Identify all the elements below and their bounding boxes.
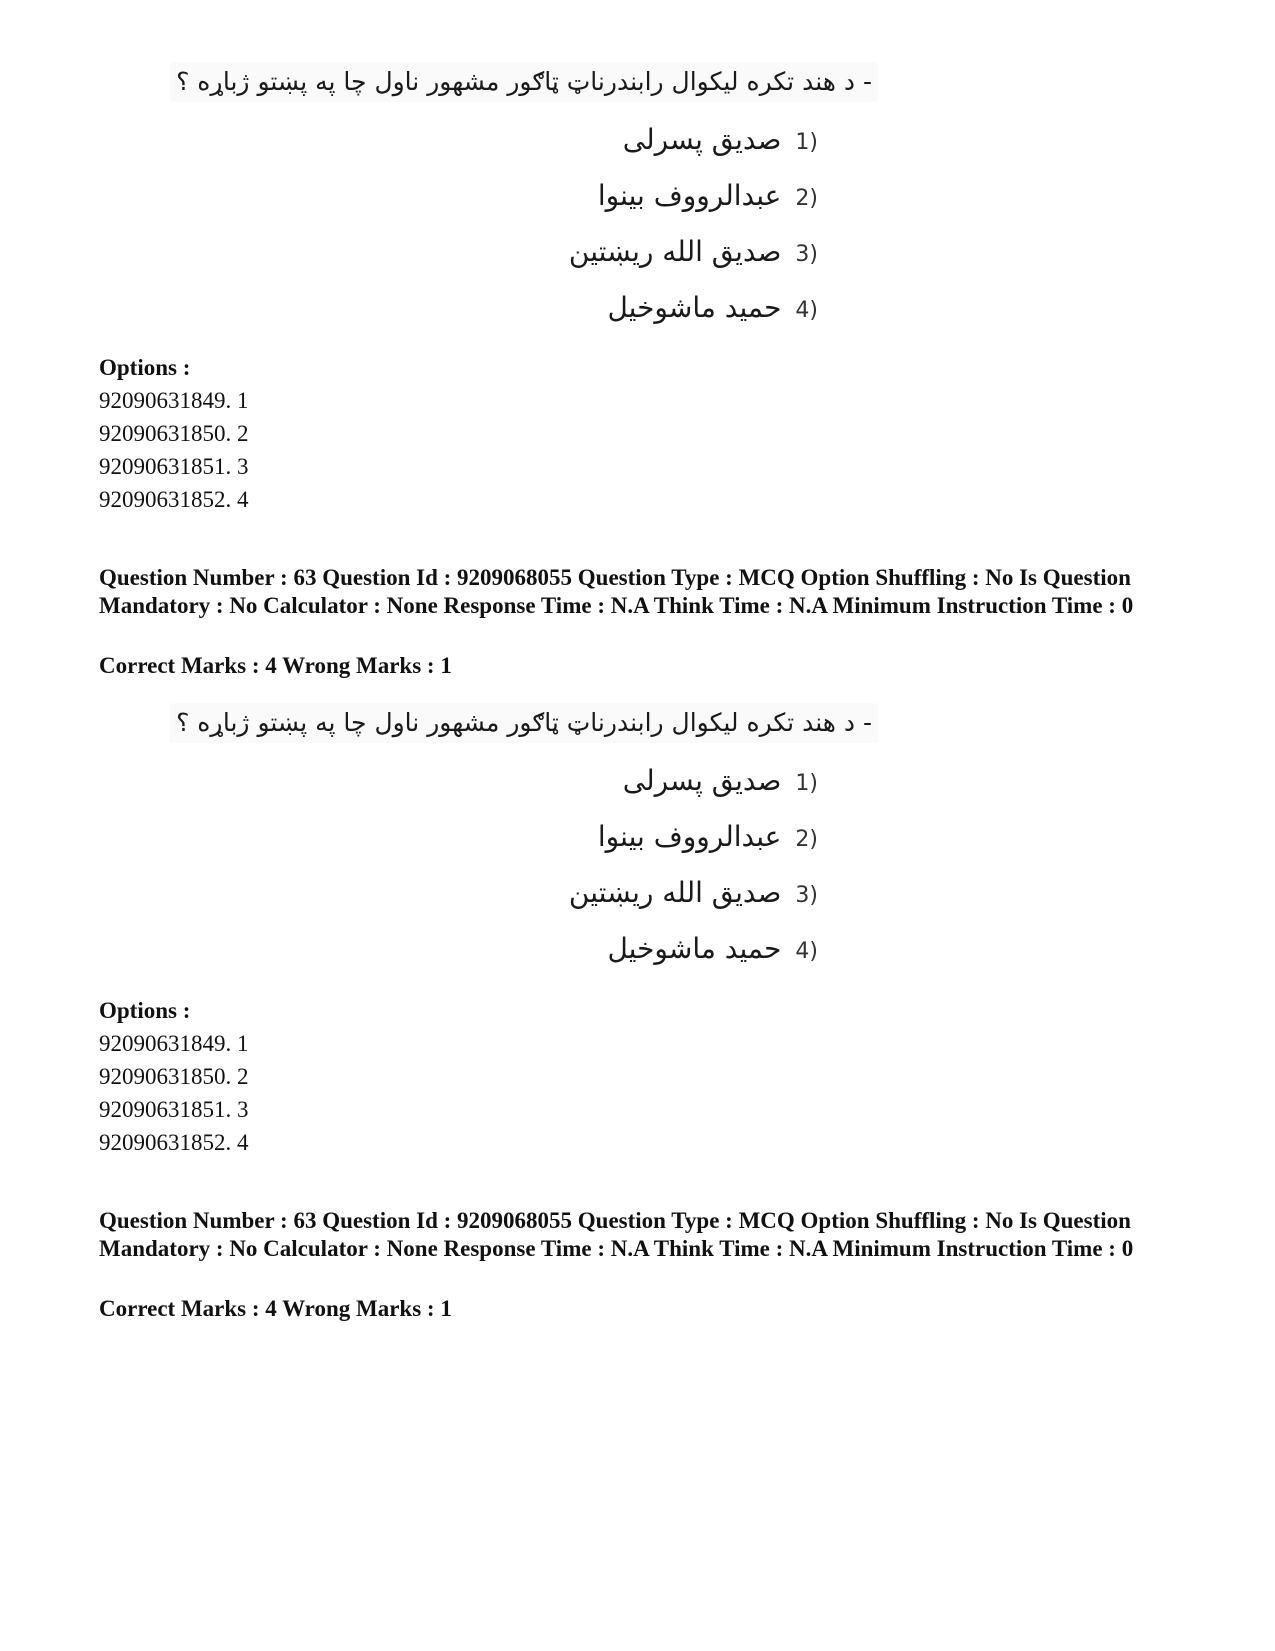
choice-text: صدیق الله ریښتین [568, 235, 782, 268]
choice-item [569, 230, 818, 274]
choice-number: (1 [795, 771, 818, 796]
option-id-line: 92090631852. 4 [99, 1130, 249, 1155]
choice-text: صدیق پسرلی [622, 764, 782, 797]
choice-number: (3 [795, 242, 818, 267]
question-image [118, 62, 878, 362]
choice-text: حمید ماشوخیل [607, 932, 782, 965]
question-metadata: Question Number : 63 Question Id : 9209068055 Question Type : MCQ Option Shuffling : No Is Question Mandatory : No Calculator : None Response Time : N.A Think Time : N.A Minimum Instruction Time : 0 [99, 1208, 1134, 1261]
question-image [118, 703, 878, 1003]
option-id-line: 92090631851. 3 [99, 1097, 249, 1122]
choice-item [598, 815, 818, 859]
choice-text: عبدالرووف بینوا [597, 820, 782, 853]
choice-number: (2 [795, 186, 818, 211]
question-prefix: - [862, 708, 872, 737]
question-text-line [170, 703, 878, 743]
option-id-line: 92090631850. 2 [99, 1064, 249, 1089]
question-text: د هند تکره لیکوال رابندرناټ ټاګور مشهور ناول چا په پښتو ژباړه ؟ [176, 67, 856, 96]
choice-number: (2 [795, 827, 818, 852]
question-text: د هند تکره لیکوال رابندرناټ ټاګور مشهور ناول چا په پښتو ژباړه ؟ [176, 708, 856, 737]
choice-number: (4 [795, 298, 818, 323]
choice-item [623, 118, 818, 162]
question-text-line [170, 62, 878, 102]
choice-item [623, 759, 818, 803]
option-id-line: 92090631849. 1 [99, 388, 249, 413]
question-metadata: Question Number : 63 Question Id : 9209068055 Question Type : MCQ Option Shuffling : No Is Question Mandatory : No Calculator : None Response Time : N.A Think Time : N.A Minimum Instruction Time : 0 [99, 565, 1134, 618]
question-marks: Correct Marks : 4 Wrong Marks : 1 [99, 653, 452, 678]
question-marks: Correct Marks : 4 Wrong Marks : 1 [99, 1296, 452, 1321]
question-prefix: - [862, 67, 872, 96]
choice-number: (4 [795, 939, 818, 964]
options-label: Options : [99, 998, 191, 1023]
choice-item [607, 286, 818, 330]
choice-number: (3 [795, 883, 818, 908]
choice-text: صدیق پسرلی [622, 123, 782, 156]
option-id-line: 92090631852. 4 [99, 487, 249, 512]
option-id-line: 92090631849. 1 [99, 1031, 249, 1056]
choice-text: حمید ماشوخیل [607, 291, 782, 324]
choice-item [598, 174, 818, 218]
choice-number: (1 [795, 130, 818, 155]
option-id-line: 92090631851. 3 [99, 454, 249, 479]
option-id-line: 92090631850. 2 [99, 421, 249, 446]
choice-text: عبدالرووف بینوا [597, 179, 782, 212]
choice-text: صدیق الله ریښتین [568, 876, 782, 909]
options-label: Options : [99, 355, 191, 380]
choice-item [569, 871, 818, 915]
choice-item [607, 927, 818, 971]
